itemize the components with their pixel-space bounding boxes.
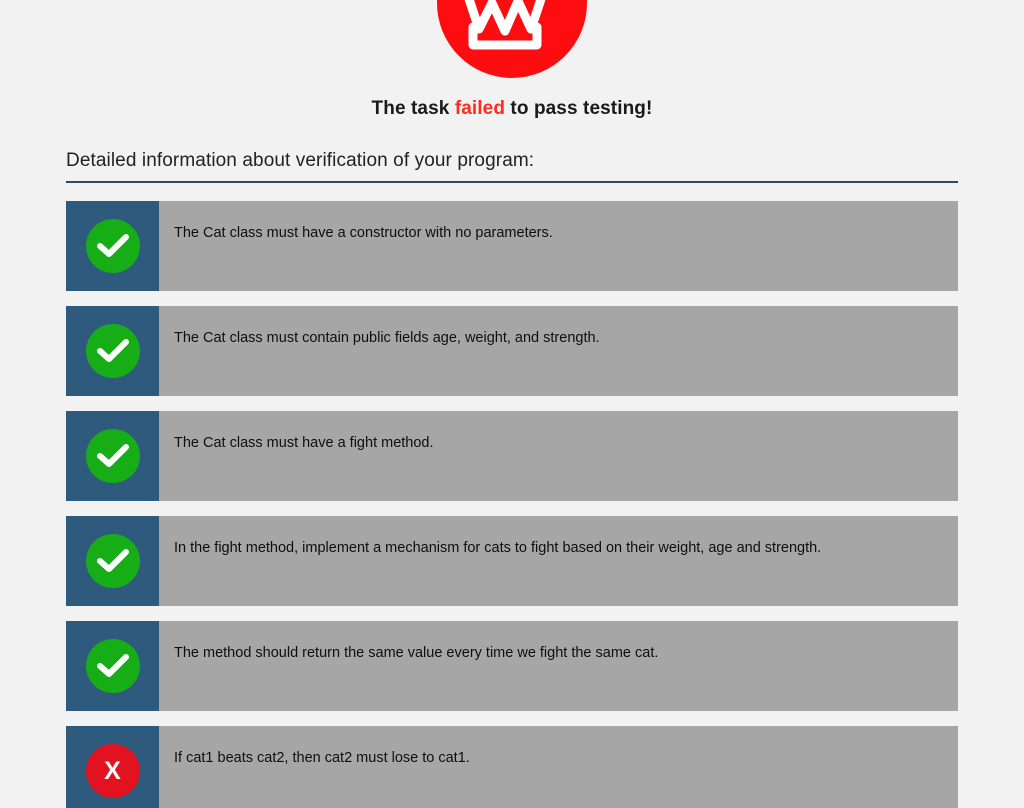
list-item: [66, 201, 958, 291]
status-failed-word: failed: [454, 98, 506, 119]
broken-crown-icon: [437, 0, 587, 78]
result-message: The Cat class must have a fight method.: [174, 435, 434, 451]
status-badge: [66, 516, 159, 606]
result-message: In the fight method, implement a mechanism for cats to fight based on their weight, age and strength.: [174, 540, 822, 556]
result-message-cell: [159, 726, 958, 808]
cross-icon: [86, 744, 140, 798]
result-message: The Cat class must have a constructor with no parameters.: [174, 225, 553, 241]
result-message-cell: [159, 411, 958, 501]
status-badge: [66, 621, 159, 711]
check-icon: [86, 219, 140, 273]
cross-glyph: X: [104, 756, 121, 785]
title-divider: [66, 181, 958, 183]
check-icon: [86, 534, 140, 588]
list-item: [66, 306, 958, 396]
result-message-cell: [159, 621, 958, 711]
check-icon: [86, 324, 140, 378]
result-message-cell: [159, 306, 958, 396]
list-item: [66, 411, 958, 501]
result-message-cell: [159, 201, 958, 291]
page-title: Detailed information about verification of your program:: [66, 150, 535, 171]
status-badge: [66, 726, 159, 808]
status-badge: [66, 411, 159, 501]
status-badge: [66, 201, 159, 291]
result-message-cell: [159, 516, 958, 606]
result-message: If cat1 beats cat2, then cat2 must lose to cat1.: [174, 750, 470, 766]
check-icon: [86, 429, 140, 483]
status-prefix: The task: [371, 98, 455, 119]
result-message: The method should return the same value every time we fight the same cat.: [174, 645, 659, 661]
check-icon: [86, 639, 140, 693]
list-item: [66, 516, 958, 606]
status-emblem-container: [0, 0, 1024, 78]
list-item: [66, 621, 958, 711]
status-suffix: to pass testing!: [505, 98, 653, 119]
results-list: [66, 201, 958, 808]
status-badge: [66, 306, 159, 396]
result-message: The Cat class must contain public fields age, weight, and strength.: [174, 330, 600, 346]
status-headline: [0, 98, 1024, 120]
list-item: [66, 726, 958, 808]
